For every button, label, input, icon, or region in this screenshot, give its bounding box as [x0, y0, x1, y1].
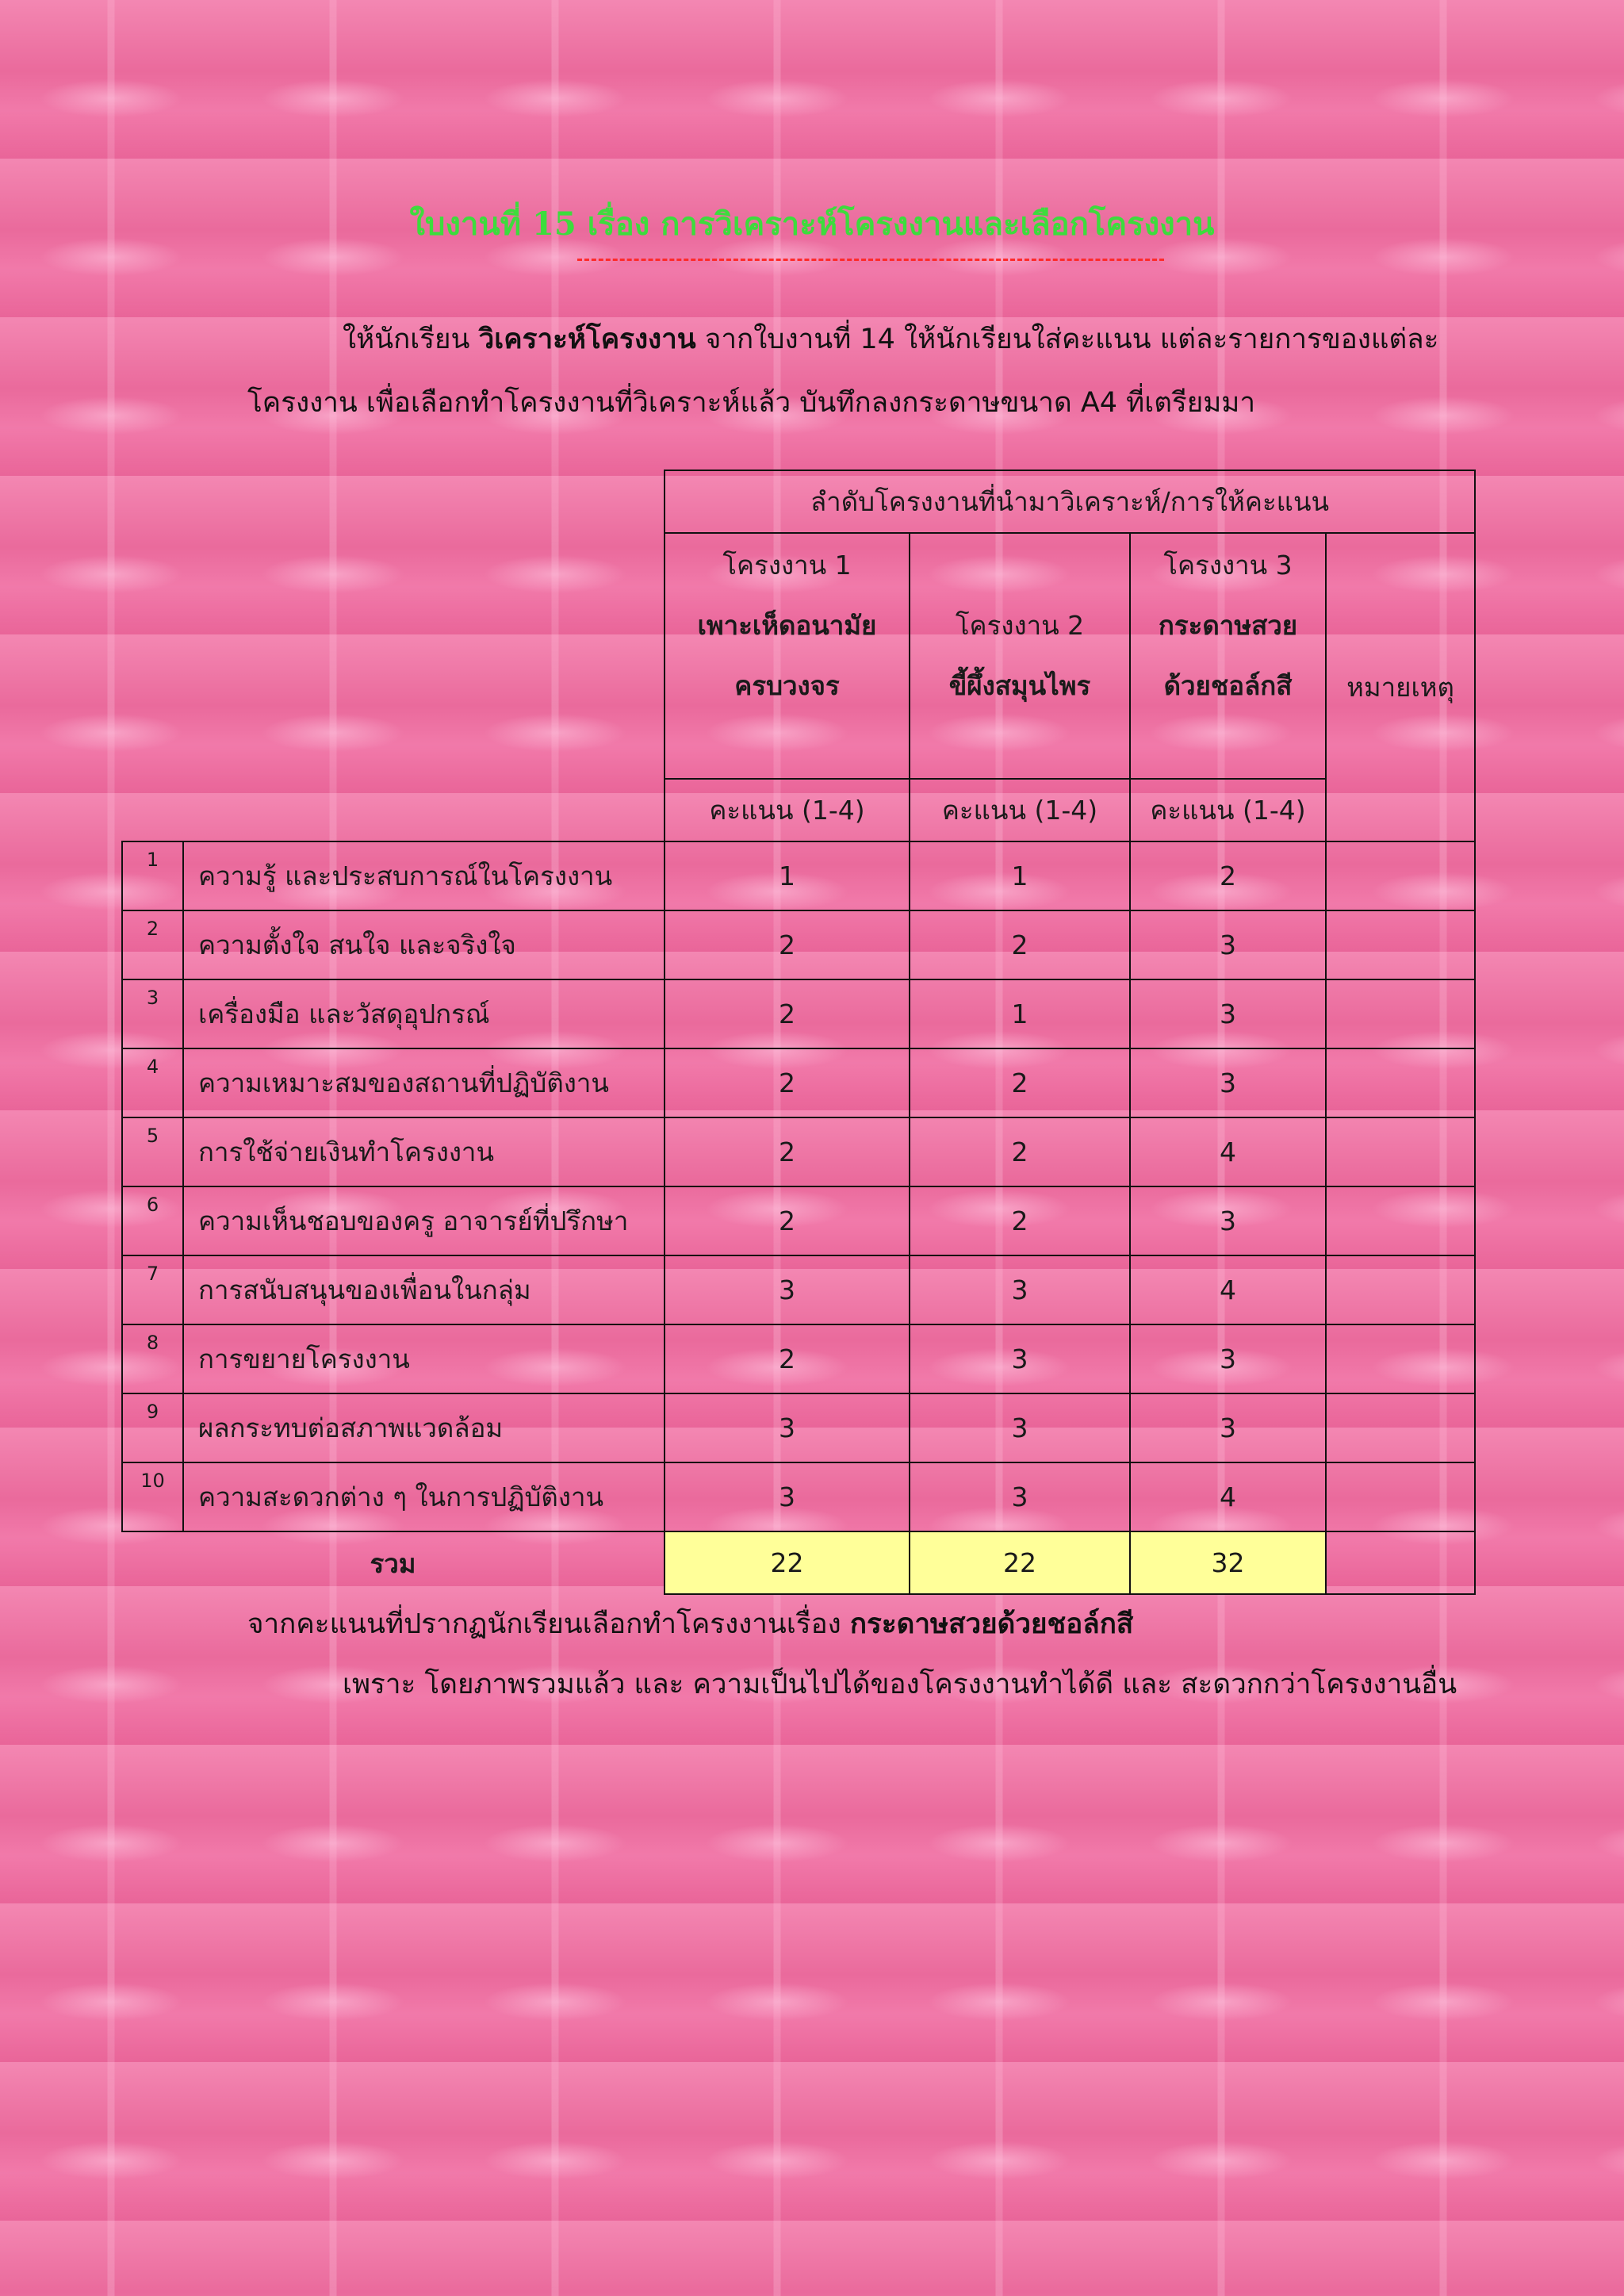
project-1-header	[665, 533, 910, 779]
row-number: 9	[122, 1393, 183, 1462]
instruction-bold-text: วิเคราะห์โครงงาน	[478, 323, 696, 355]
score-cell: 4	[1130, 1255, 1326, 1324]
score-cell: 2	[665, 979, 910, 1048]
score-cell: 3	[910, 1324, 1130, 1393]
table-row	[122, 841, 1475, 910]
score-cell: 2	[665, 910, 910, 979]
score-cell: 3	[910, 1255, 1130, 1324]
criterion-label: ความเหมาะสมของสถานที่ปฏิบัติงาน	[183, 1048, 665, 1117]
criterion-label: ผลกระทบต่อสภาพแวดล้อม	[183, 1393, 665, 1462]
table-row	[122, 1393, 1475, 1462]
score-cell: 2	[665, 1324, 910, 1393]
criterion-label: ความรู้ และประสบการณ์ในโครงงาน	[183, 841, 665, 910]
remark-cell	[1326, 1048, 1475, 1117]
total-row	[122, 1531, 1475, 1594]
remark-header: หมายเหตุ	[1326, 533, 1475, 841]
score-cell: 2	[1130, 841, 1326, 910]
row-number: 1	[122, 841, 183, 910]
instruction-text: จากใบงานที่ 14 ให้นักเรียนใส่คะแนน แต่ละรายการของแต่ละ	[695, 324, 1439, 355]
page-title: ใบงานที่ 15 เรื่อง การวิเคราะห์โครงงานและเลือกโครงงาน	[409, 205, 1215, 243]
project-3-label: โครงงาน 3	[1163, 550, 1293, 581]
total-score-cell: 22	[910, 1531, 1130, 1594]
score-cell: 3	[1130, 979, 1326, 1048]
project-1-name: เพาะเห็ดอนามัย	[697, 610, 877, 641]
criterion-label: การขยายโครงงาน	[183, 1324, 665, 1393]
score-cell: 2	[910, 1186, 1130, 1255]
score-cell: 3	[910, 1393, 1130, 1462]
remark-cell	[1326, 1531, 1475, 1594]
conclusion-text: จากคะแนนที่ปรากฏนักเรียนเลือกทำโครงงานเรื่อง	[247, 1608, 850, 1640]
score-cell: 2	[665, 1048, 910, 1117]
criterion-label: การใช้จ่ายเงินทำโครงงาน	[183, 1117, 665, 1186]
score-cell: 3	[910, 1462, 1130, 1531]
score-cell: 1	[665, 841, 910, 910]
group-header: ลำดับโครงงานที่นำมาวิเคราะห์/การให้คะแนน	[665, 470, 1475, 533]
criterion-label: ความเห็นชอบของครู อาจารย์ที่ปรึกษา	[183, 1186, 665, 1255]
row-number: 7	[122, 1255, 183, 1324]
row-number: 10	[122, 1462, 183, 1531]
score-cell: 2	[910, 1117, 1130, 1186]
remark-cell	[1326, 841, 1475, 910]
score-cell: 2	[910, 910, 1130, 979]
score-cell: 3	[665, 1462, 910, 1531]
score-header: คะแนน (1-4)	[665, 779, 910, 841]
table-row	[122, 979, 1475, 1048]
remark-cell	[1326, 1186, 1475, 1255]
criterion-label: เครื่องมือ และวัสดุอุปกรณ์	[183, 979, 665, 1048]
project-2-label: โครงงาน 2	[955, 610, 1085, 641]
instruction-line-1	[343, 317, 1438, 361]
criterion-label: ความสะดวกต่าง ๆ ในการปฏิบัติงาน	[183, 1462, 665, 1531]
score-cell: 3	[665, 1393, 910, 1462]
table-corner-blank	[122, 470, 665, 841]
total-score-cell: 22	[665, 1531, 910, 1594]
table-row	[122, 910, 1475, 979]
row-number: 2	[122, 910, 183, 979]
criterion-label: การสนับสนุนของเพื่อนในกลุ่ม	[183, 1255, 665, 1324]
score-cell: 3	[1130, 1048, 1326, 1117]
remark-cell	[1326, 1255, 1475, 1324]
remark-cell	[1326, 1462, 1475, 1531]
chosen-project-name: กระดาษสวยด้วยชอล์กสี	[849, 1608, 1134, 1640]
score-cell: 3	[1130, 1186, 1326, 1255]
project-3-name-cont: ด้วยชอล์กสี	[1163, 670, 1293, 701]
criterion-label: ความตั้งใจ สนใจ และจริงใจ	[183, 910, 665, 979]
remark-cell	[1326, 1324, 1475, 1393]
remark-cell	[1326, 1117, 1475, 1186]
score-cell: 1	[910, 841, 1130, 910]
score-cell: 3	[1130, 910, 1326, 979]
scoring-table	[121, 470, 1476, 1595]
score-cell: 4	[1130, 1462, 1326, 1531]
score-cell: 2	[910, 1048, 1130, 1117]
table-row	[122, 1186, 1475, 1255]
score-header: คะแนน (1-4)	[1130, 779, 1326, 841]
row-number: 4	[122, 1048, 183, 1117]
remark-cell	[1326, 979, 1475, 1048]
score-cell: 2	[665, 1186, 910, 1255]
total-label: รวม	[370, 1547, 416, 1579]
score-cell: 4	[1130, 1117, 1326, 1186]
table-row	[122, 1048, 1475, 1117]
score-cell: 2	[665, 1117, 910, 1186]
total-score-cell: 32	[1130, 1531, 1326, 1594]
score-cell: 3	[1130, 1393, 1326, 1462]
instruction-line-2: โครงงาน เพื่อเลือกทำโครงงานที่วิเคราะห์แล้ว บันทึกลงกระดาษขนาด A4 ที่เตรียมมา	[247, 387, 1256, 419]
table-row	[122, 1255, 1475, 1324]
conclusion-line-2: เพราะ โดยภาพรวมแล้ว และ ความเป็นไปได้ของโครงงานทำได้ดี และ สะดวกกว่าโครงงานอื่น	[343, 1669, 1457, 1700]
project-2-name: ขี้ผึ้งสมุนไพร	[948, 670, 1091, 701]
score-cell: 3	[1130, 1324, 1326, 1393]
row-number: 8	[122, 1324, 183, 1393]
instruction-text: ให้นักเรียน	[343, 324, 479, 355]
score-cell: 1	[910, 979, 1130, 1048]
project-3-header	[1130, 533, 1326, 779]
row-number: 3	[122, 979, 183, 1048]
remark-cell	[1326, 910, 1475, 979]
row-number: 5	[122, 1117, 183, 1186]
score-header: คะแนน (1-4)	[910, 779, 1130, 841]
score-cell: 3	[665, 1255, 910, 1324]
dashed-divider	[577, 259, 1164, 261]
conclusion-line-1	[247, 1602, 1133, 1646]
project-3-name: กระดาษสวย	[1158, 610, 1298, 641]
project-1-name-cont: ครบวงจร	[734, 670, 840, 701]
table-row	[122, 1324, 1475, 1393]
table-row	[122, 1462, 1475, 1531]
remark-cell	[1326, 1393, 1475, 1462]
row-number: 6	[122, 1186, 183, 1255]
project-1-label: โครงงาน 1	[722, 550, 852, 581]
table-row	[122, 1117, 1475, 1186]
project-2-header	[910, 533, 1130, 779]
